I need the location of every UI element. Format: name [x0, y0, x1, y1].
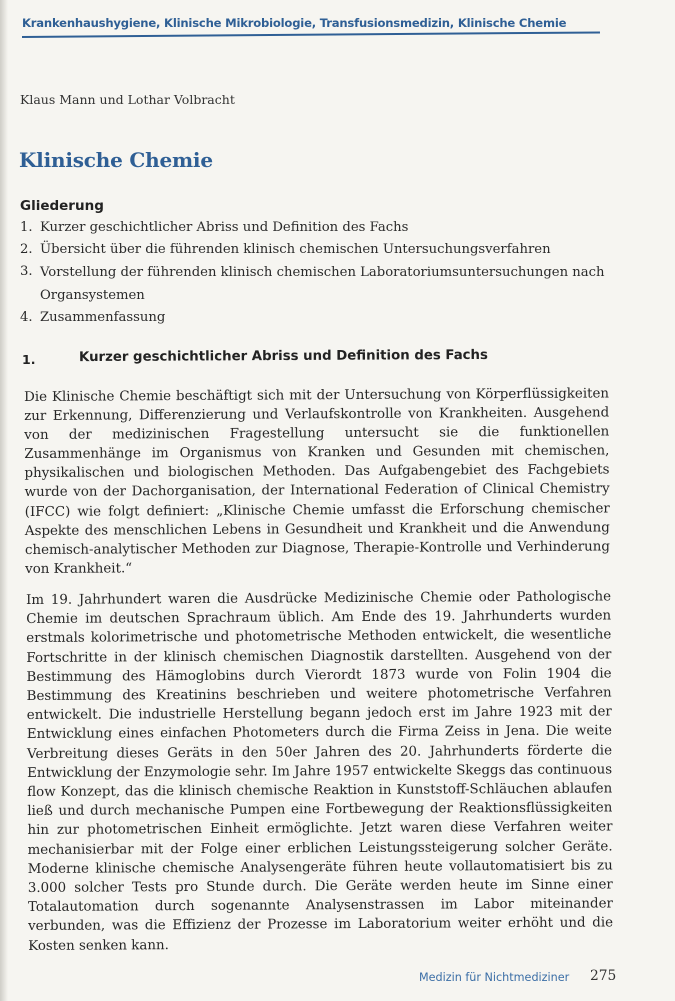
- header-rule: [22, 31, 600, 38]
- toc-item: [20, 261, 620, 307]
- toc-item-text: Kurzer geschichtlicher Abriss und Definition des Fachs: [40, 220, 409, 235]
- toc-item-number: 2.: [20, 242, 33, 257]
- toc-item-number: 4.: [20, 310, 33, 325]
- section-heading: [22, 349, 622, 367]
- running-header-text: Krankenhaushygiene, Klinische Mikrobiologie, Transfusionsmedizin, Klinische Chemie: [22, 16, 567, 30]
- table-of-contents: [20, 198, 620, 329]
- page-gutter-shadow: [0, 0, 8, 1001]
- body-paragraph: Die Klinische Chemie beschäftigt sich mit der Untersuchung von Körperflüssigkeiten zur Erkennung, Differenzierung und Verlaufskontrolle von Krankheiten. Ausgehend von der medizinischen Fragestellung untersucht sie die funktionellen Zusammenhänge im Organismus von Kranken und Gesunden mit chemischen, physikalischen und biologischen Methoden. Das Aufgabengebiet des Fachgebiets wurde von der Dachorganisation, der International Federation of Clinical Chemistry (IFCC) wie folgt definiert: „Klinische Chemie umfasst die Erforschung chemischer Aspekte des menschlichen Lebens in Gesundheit und Krankheit und die Anwendung chemisch-analytischer Methoden zur Diagnose, Therapie-Kontrolle und Verhinderung von Krankheit.“: [24, 386, 611, 577]
- running-header: [22, 16, 600, 30]
- toc-item: [20, 239, 620, 261]
- section-title: Kurzer geschichtlicher Abriss und Definition des Fachs: [78, 347, 488, 366]
- toc-item-text: Übersicht über die führenden klinisch chemischen Untersuchungsverfahren: [40, 242, 551, 257]
- toc-item: [20, 217, 620, 239]
- toc-item-number: 3.: [20, 264, 33, 279]
- footer-book-title: Medizin für Nichtmediziner: [419, 971, 570, 984]
- toc-heading: Gliederung: [20, 198, 104, 214]
- toc-item-number: 1.: [20, 220, 33, 235]
- section-number: 1.: [22, 352, 36, 367]
- body-paragraph: Im 19. Jahrhundert waren die Ausdrücke Medizinische Chemie oder Pathologische Chemie im deutschen Sprachraum üblich. Am Ende des 19. Jahrhunderts wurden erstmals kolorimetrische und photometrische Methoden entwickelt, die wesentliche Fortschritte in der klinisch chemischen Diagnostik darstellten. Ausgehend von der Bestimmung des Hämoglobins durch Vierordt 1873 wurde von Folin 1904 die Bestimmung des Kreatinins beschrieben und weitere photometrische Verfahren entwickelt. Die industrielle Herstellung begann jedoch erst im Jahre 1923 mit der Entwicklung eines einfachen Photometers durch die Firma Zeiss in Jena. Die weite Verbreitung dieses Geräts in den 50er Jahren des 20. Jahrhunderts förderte die Entwicklung der Enzymologie sehr. Im Jahre 1957 entwickelte Skeggs das continuous flow Konzept, das die klinisch chemische Reaktion in Kunststoff-Schläuchen ablaufen ließ und durch mechanische Pumpen eine Fortbewegung der Reaktionsflüssigkeiten hin zur photometrischen Einheit ermöglichte. Jetzt waren diese Verfahren weiter mechanisierbar mit der Folge einer erblichen Leistungssteigerung solcher Geräte. Moderne klinische chemische Analysengeräte führen heute vollautomatisiert bis zu 3.000 solcher Tests pro Stunde durch. Die Geräte werden heute im Sinne einer Totalautomation durch sogenannte Analysenstrassen im Labor miteinander verbunden, was die Effizienz der Prozesse im Laboratorium weiter erhöht und die Kosten senken kann.: [26, 589, 614, 954]
- toc-item: [20, 307, 620, 329]
- toc-item-text: Vorstellung der führenden klinisch chemischen Laboratoriumsuntersuchungen nach Organsystemen: [40, 265, 605, 303]
- authors: Klaus Mann und Lothar Volbracht: [20, 92, 235, 107]
- chapter-title: Klinische Chemie: [19, 148, 213, 172]
- toc-item-text: Zusammenfassung: [40, 310, 166, 325]
- page-number: 275: [590, 968, 617, 984]
